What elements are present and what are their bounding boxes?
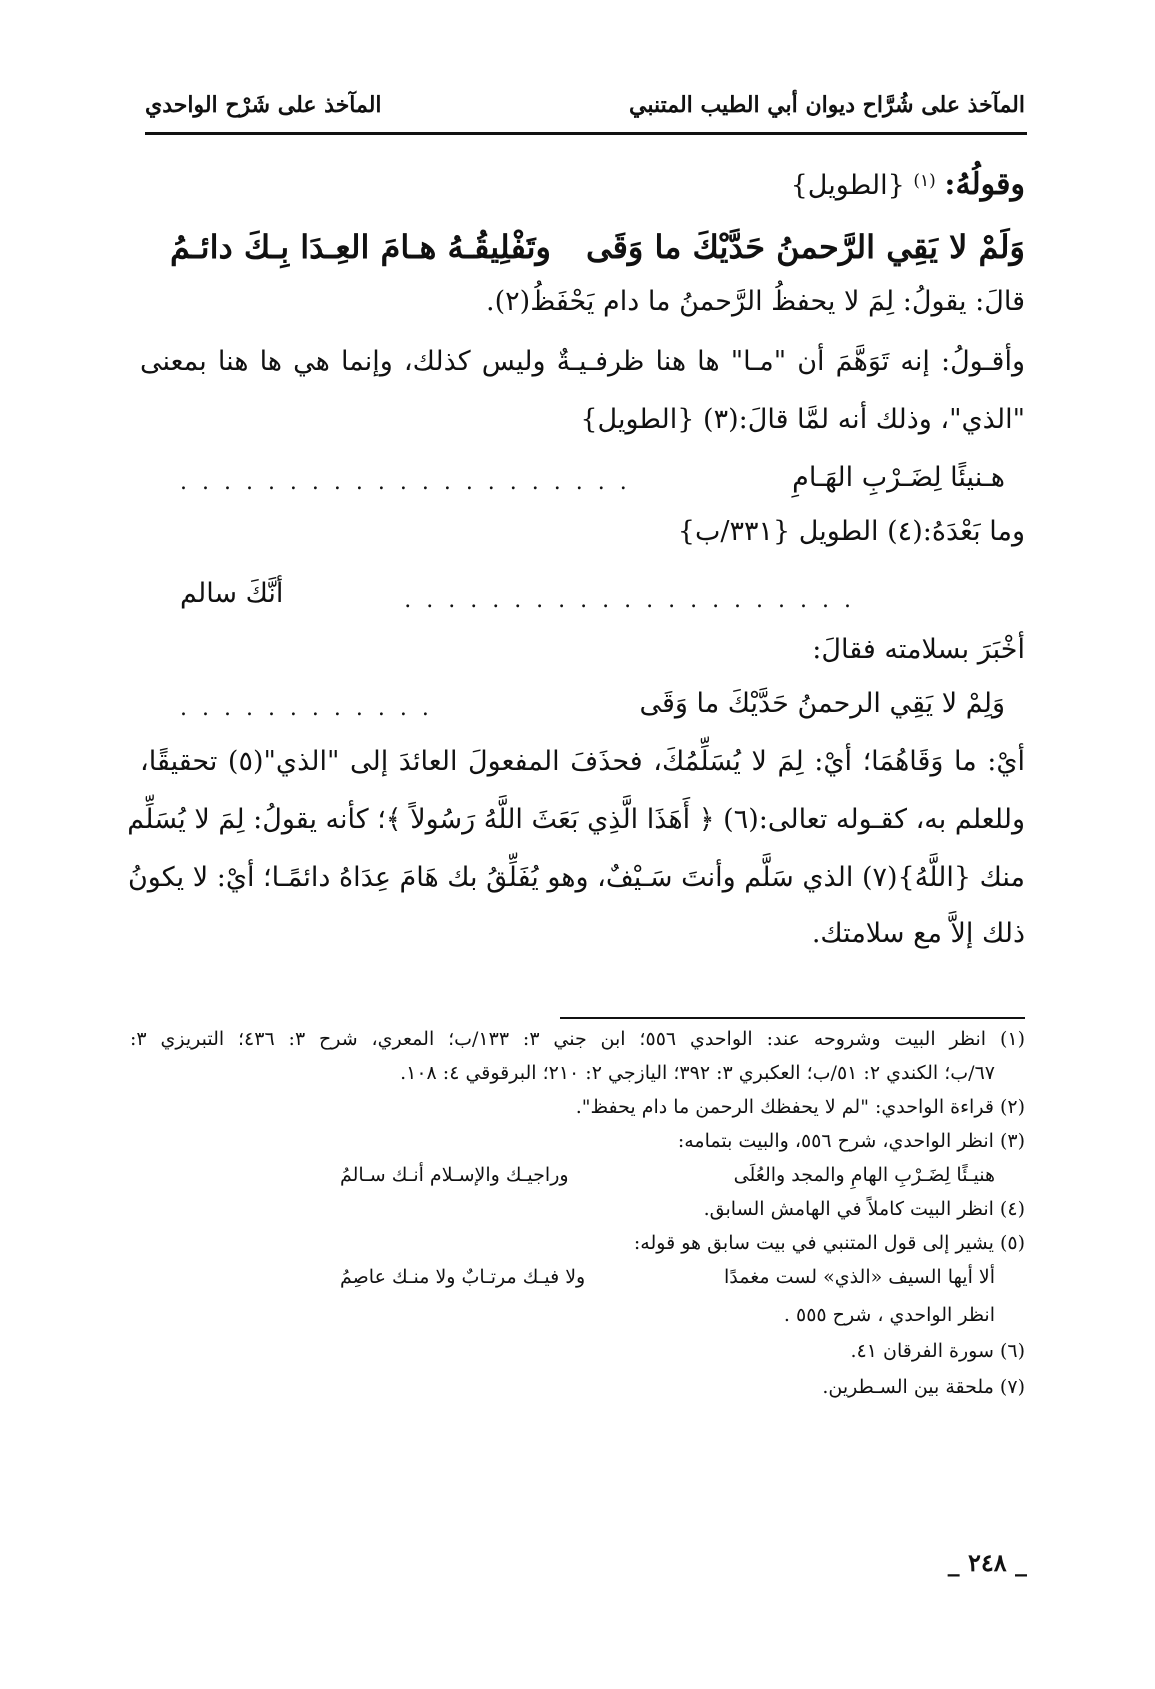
line-verse-repeat-text: وَلِمْ لا يَقِي الرحمنُ حَدَّيْكَ ما وَقَى <box>639 688 1005 719</box>
footnote-3-verse-first: هنيـئًا لِضَـرْبِ الهامِ والمجد والعُلَى <box>733 1164 995 1186</box>
footnote-4: (٤) انظر البيت كاملاً في الهامش السابق. <box>703 1198 1025 1220</box>
line-hanian-text: هـنيئًا لِضَـرْبِ الهَـامِ <box>792 462 1005 493</box>
footnote-3-verse-second: وراجيـك والإسـلام أنـك سـالمُ <box>340 1164 569 1186</box>
header-book-title: المآخذ على شُرَّاح ديوان أبي الطيب المتنبي <box>629 92 1025 118</box>
footnote-1-line-2: ٦٧/ب؛ الكندي ٢: ٥١/ب؛ العكبري ٣: ٣٩٢؛ اليازجي ٢: ٢١٠؛ البرقوقي ٤: ١٠٨. <box>400 1062 995 1084</box>
line-akhbara: أخْبَرَ بسلامته فقالَ: <box>812 634 1025 665</box>
footnote-7: (٧) ملحقة بين السـطرين. <box>822 1376 1025 1398</box>
footnote-5-reference: انظر الواحدي ، شرح ٥٥٥ . <box>783 1304 995 1326</box>
line-annaka-dots: . . . . . . . . . . . . . . . . . . . . . <box>404 588 855 613</box>
footnote-6: (٦) سورة الفرقان ٤١. <box>850 1340 1025 1362</box>
line-hanian-dots: . . . . . . . . . . . . . . . . . . . . . <box>180 470 631 495</box>
quote-label: وقولُهُ: <box>944 167 1025 202</box>
line-ay-ma-waqahuma: أيْ: ما وَقَاهُمَا؛ أيْ: لِمَ لا يُسَلِّمُكَ، فحذَفَ المفعولَ العائدَ إلى "الذي"(٥) تحقيقًا، <box>140 746 1025 777</box>
line-minka-allah: منك {اللَّهُ}(٧) الذي سَلَّم وأنتَ سَـيْفٌ، وهو يُفَلِّقُ بك هَامَ عِدَاهُ دائمًـا؛ أيْ: لا يكونُ <box>127 862 1025 893</box>
running-header <box>145 92 1025 132</box>
line-alladhi: "الذي"، وذلك أنه لمَّا قالَ:(٣) {الطويل} <box>580 404 1025 435</box>
line-quote-intro <box>790 167 1025 202</box>
footnote-5-verse-first: ألا أيها السيف «الذي» لست مغمدًا <box>724 1266 995 1288</box>
footnote-5-verse-second: ولا فيـك مرتـابٌ ولا منـك عاصِمُ <box>340 1266 586 1288</box>
footnote-ref-1: (١) <box>913 171 936 191</box>
footnote-divider <box>560 1017 1025 1019</box>
verse-1-second-hemistich: وتَفْلِيقُـهُ هـامَ العِـدَا بِـكَ دائـمُ <box>170 228 551 266</box>
page-number: _ ٢٤٨ _ <box>947 1548 1027 1577</box>
footnote-5: (٥) يشير إلى قول المتنبي في بيت سابق هو قوله: <box>633 1232 1025 1254</box>
line-quran-quote: وللعلم به، كقـوله تعالى:(٦) ﴿ أَهَذَا الَّذِي بَعَثَ اللَّهُ رَسُولاً ﴾؛ كأنه يقولُ: لِمَ لا يُسَلِّم <box>127 804 1025 835</box>
line-wa-ma-badahu: وما بَعْدَهُ:(٤) الطويل {٣٣١/ب} <box>677 516 1025 547</box>
line-qala: قالَ: يقولُ: لِمَ لا يحفظُ الرَّحمنُ ما دام يَحْفَظُ(٢). <box>486 286 1025 317</box>
footnote-1-line-1: (١) انظر البيت وشروحه عند: الواحدي ٥٥٦؛ ابن جني ٣: ١٣٣/ب؛ المعري، شرح ٣: ٤٣٦؛ التبريزي ٣: <box>130 1028 1025 1050</box>
footnote-2: (٢) قراءة الواحدي: "لم لا يحفظك الرحمن ما دام يحفظ". <box>575 1096 1025 1118</box>
header-divider <box>145 132 1027 135</box>
meter-name: {الطويل} <box>790 170 905 201</box>
line-aqulu: وأقـولُ: إنه تَوَهَّمَ أن "مـا" ها هنا ظرفـيـةٌ وليس كذلك، وإنما هي ها هنا بمعنى <box>140 346 1025 377</box>
line-verse-repeat-dots: . . . . . . . . . . . . <box>180 696 433 721</box>
line-annaka-text: أنَّكَ سالم <box>180 578 284 609</box>
header-section-title: المآخذ على شَرْح الواحدي <box>145 92 382 118</box>
footnote-3: (٣) انظر الواحدي، شرح ٥٥٦، والبيت بتمامه: <box>677 1130 1025 1152</box>
verse-1-first-hemistich: وَلَمْ لا يَقِي الرَّحمنُ حَدَّيْكَ ما وَقَى <box>585 228 1025 266</box>
line-dhalika: ذلك إلاَّ مع سلامتك. <box>811 918 1025 949</box>
